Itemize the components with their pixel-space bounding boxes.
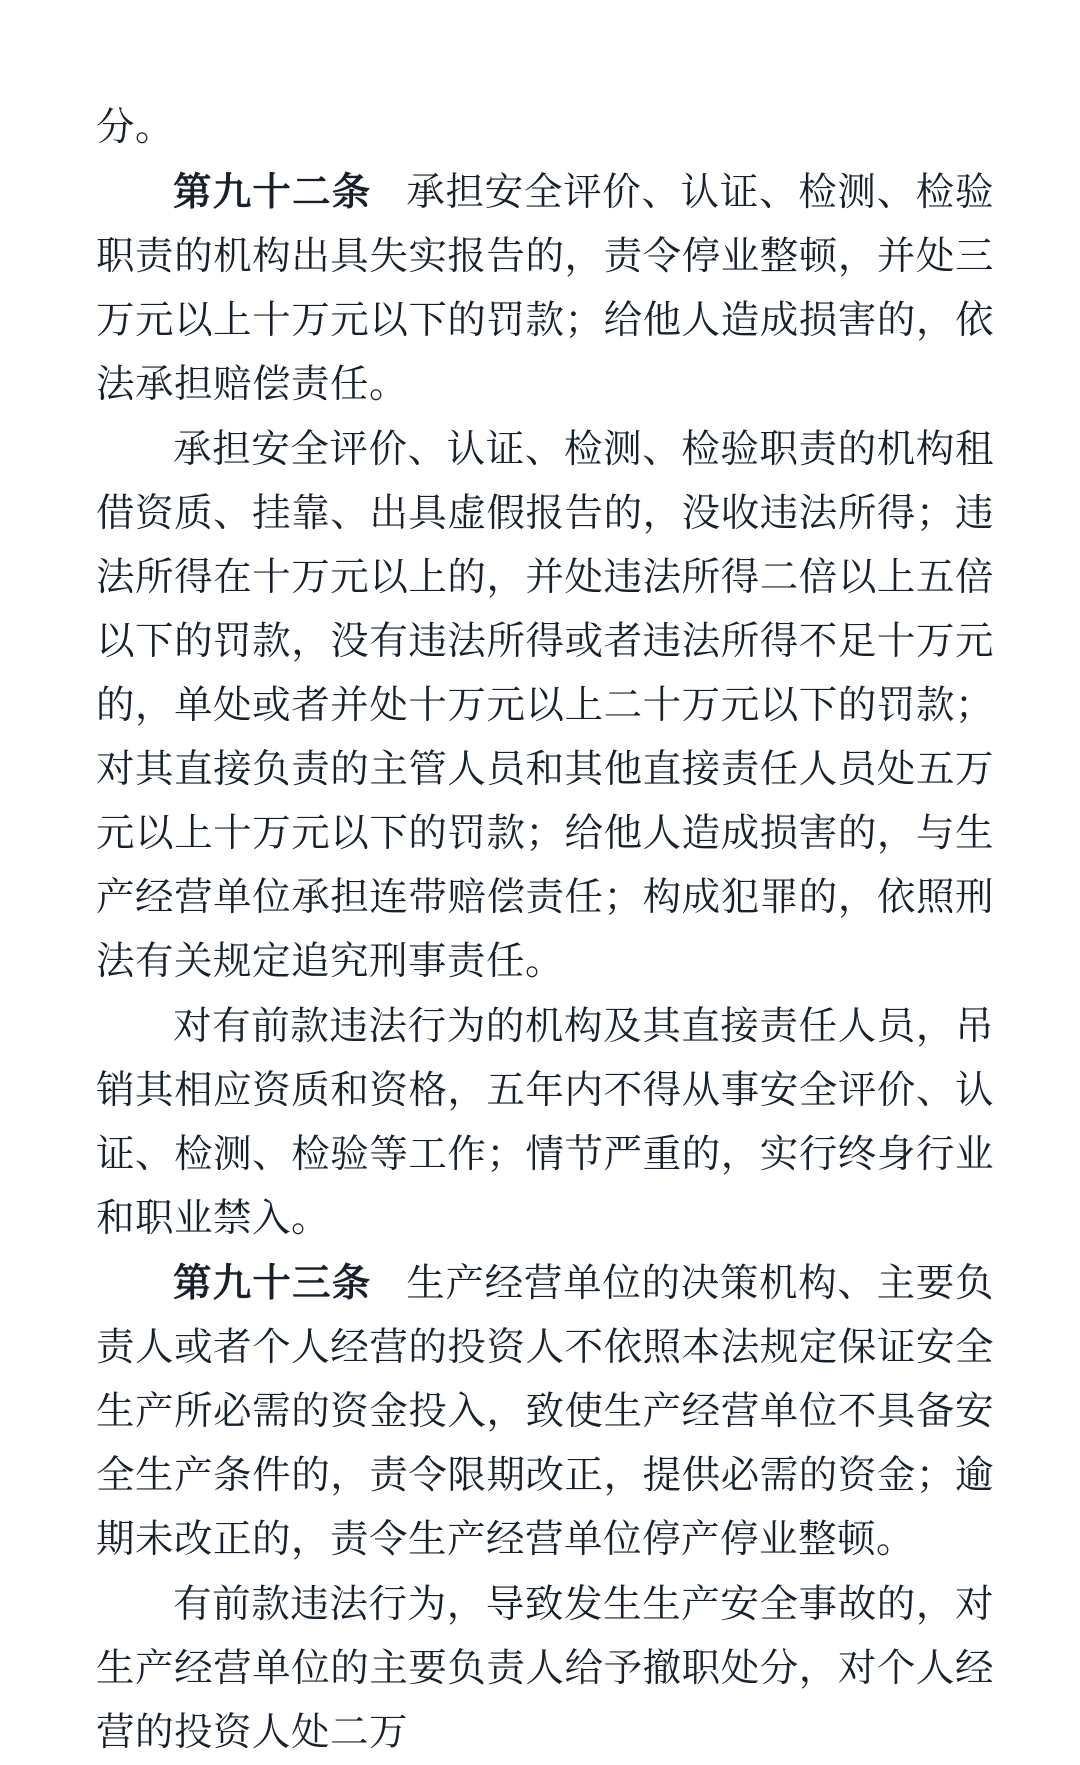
article-number-label: 第九十三条 xyxy=(173,1261,372,1306)
article-number-label: 第九十二条 xyxy=(173,170,372,215)
paragraph-text: 对有前款违法行为的机构及其直接责任人员，吊销其相应资质和资格，五年内不得从事安全评价、认证、检测、检验等工作；情节严重的，实行终身行业和职业禁入。 xyxy=(96,1004,994,1241)
paragraph-text: 有前款违法行为，导致发生生产安全事故的，对生产经营单位的主要负责人给予撤职处分，对个人经营的投资人处二万 xyxy=(96,1582,994,1755)
paragraph-article-93-p1 xyxy=(96,1252,994,1572)
paragraph-article-92-p3 xyxy=(96,995,994,1251)
paragraph-text: 承担安全评价、认证、检测、检验职责的机构出具失实报告的，责令停业整顿，并处三万元以上十万元以下的罚款；给他人造成损害的，依法承担赔偿责任。 xyxy=(96,170,994,407)
paragraph-article-92-p1 xyxy=(96,161,994,417)
paragraph-continuation xyxy=(96,96,994,160)
paragraph-text: 生产经营单位的决策机构、主要负责人或者个人经营的投资人不依照本法规定保证安全生产所必需的资金投入，致使生产经营单位不具备安全生产条件的，责令限期改正，提供必需的资金；逾期未改正的，责令生产经营单位停产停业整顿。 xyxy=(96,1261,994,1562)
paragraph-article-92-p2 xyxy=(96,418,994,994)
document-text-body xyxy=(96,96,994,1765)
paragraph-article-93-p2 xyxy=(96,1573,994,1765)
paragraph-text: 分。 xyxy=(96,105,175,150)
paragraph-text: 承担安全评价、认证、检测、检验职责的机构租借资质、挂靠、出具虚假报告的，没收违法所得；违法所得在十万元以上的，并处违法所得二倍以上五倍以下的罚款，没有违法所得或者违法所得不足十万元的，单处或者并处十万元以上二十万元以下的罚款；对其直接负责的主管人员和其他直接责任人员处五万元以上十万元以下的罚款；给他人造成损害的，与生产经营单位承担连带赔偿责任；构成犯罪的，依照刑法有关规定追究刑事责任。 xyxy=(96,427,994,984)
